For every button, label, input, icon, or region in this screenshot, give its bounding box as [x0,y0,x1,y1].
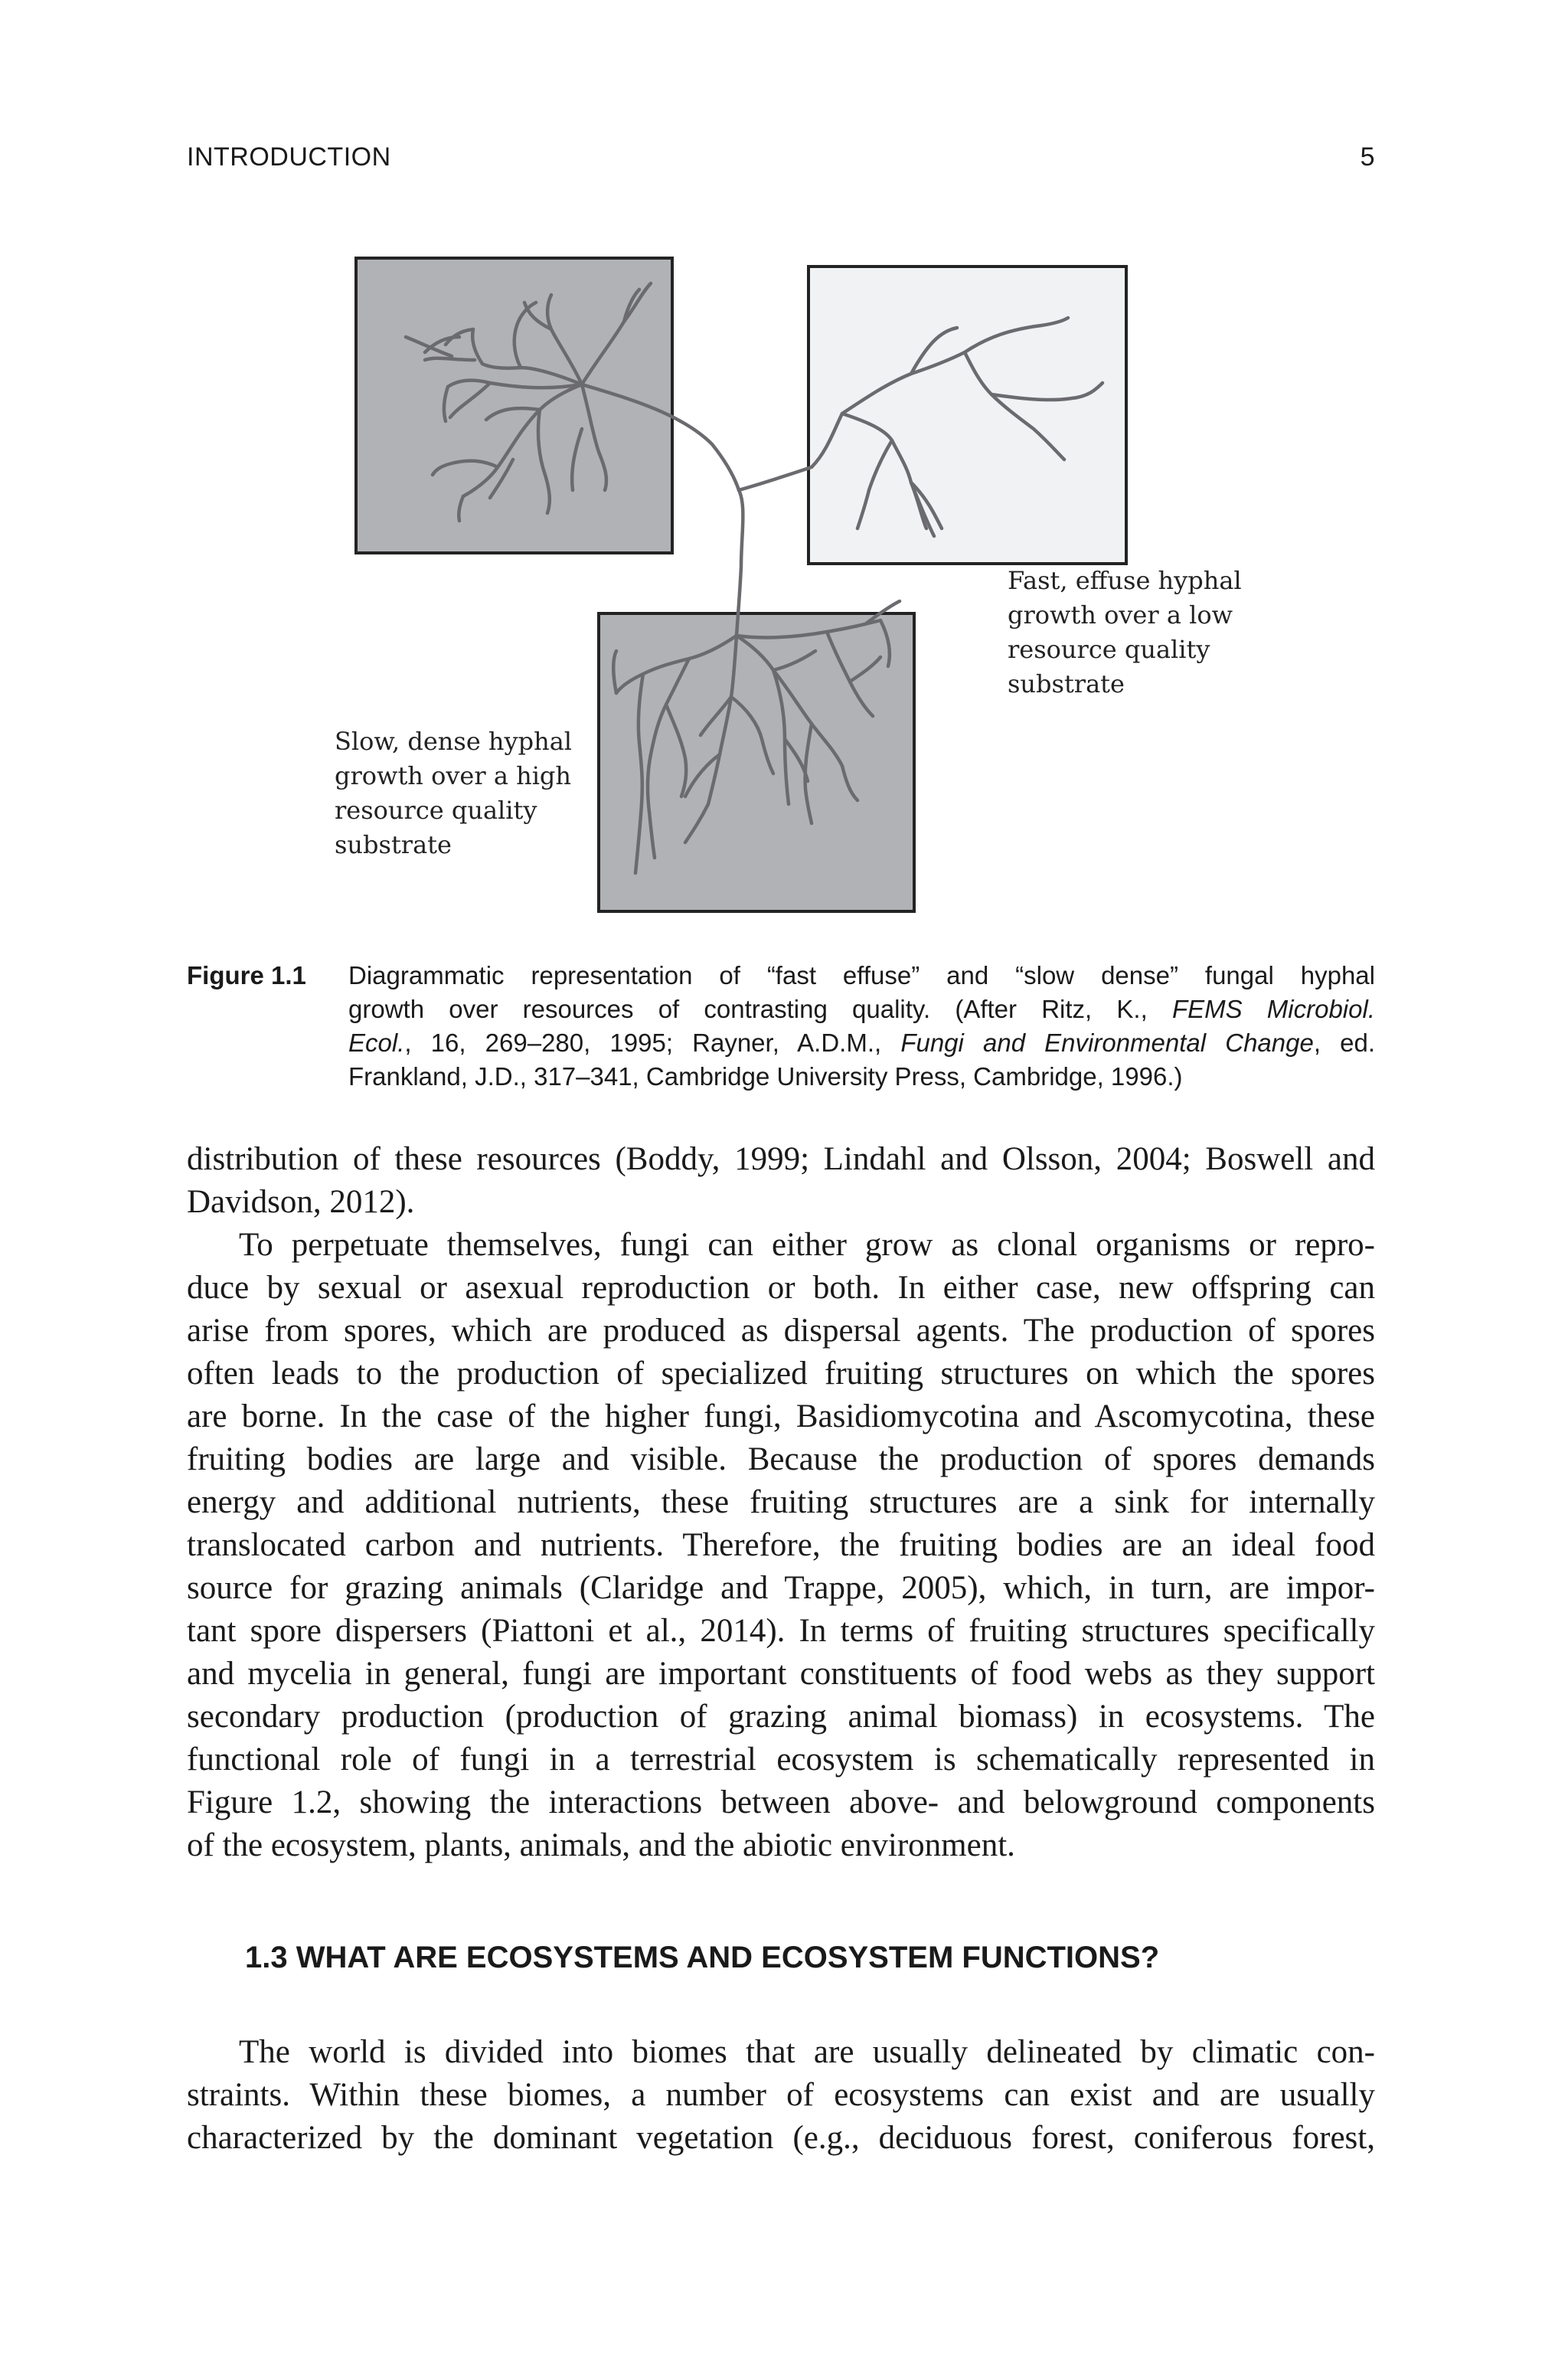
paragraph-3 [187,2031,1375,2160]
text-line: energy and additional nutrients, these fruiting structures are a sink for internally [187,1484,1375,1520]
text-line: translocated carbon and nutrients. Therefore, the fruiting bodies are an ideal food [187,1527,1375,1563]
text-line: of the ecosystem, plants, animals, and the abiotic environment. [187,1827,1015,1863]
text-line: source for grazing animals (Claridge and Trappe, 2005), which, in turn, are impor- [187,1570,1375,1606]
text-line: distribution of these resources (Boddy, 1999; Lindahl and Olsson, 2004; Boswell and [187,1141,1375,1177]
label-fast-effuse: Fast, effuse hyphal growth over a low resource quality substrate [1008,566,1242,698]
text-line: functional role of fungi in a terrestrial ecosystem is schematically represented in [187,1742,1375,1778]
dense-substrate-bottom [599,613,914,911]
text-line: straints. Within these biomes, a number of ecosystems can exist and are usually [187,2077,1375,2113]
text-line: To perpetuate themselves, fungi can either grow as clonal organisms or repro- [239,1227,1375,1263]
paragraph-1 [187,1138,1375,1224]
caption-line: Ecol., 16, 269–280, 1995; Rayner, A.D.M., Fungi and Environmental Change, ed. [348,1029,1376,1057]
text-line: Figure 1.2, showing the interactions between above- and belowground components [187,1784,1375,1820]
section-heading: 1.3 WHAT ARE ECOSYSTEMS AND ECOSYSTEM FUNCTIONS? [245,1941,1160,1974]
text-line: duce by sexual or asexual reproduction or both. In either case, new offspring can [187,1270,1375,1306]
text-line: and mycelia in general, fungi are important constituents of food webs as they support [187,1656,1375,1692]
text-line: characterized by the dominant vegetation (e.g., deciduous forest, coniferous forest, [187,2120,1375,2156]
text-line: The world is divided into biomes that are usually delineated by climatic con- [239,2034,1375,2070]
text-line: tant spore dispersers (Piattoni et al., 2014). In terms of fruiting structures specifically [187,1613,1375,1649]
dense-substrate-top-left [356,258,672,553]
sparse-substrate-top-right [808,267,1126,564]
caption-line: Diagrammatic representation of “fast effuse” and “slow dense” fungal hyphal [348,961,1375,989]
text-line: arise from spores, which are produced as dispersal agents. The production of spores [187,1313,1375,1349]
caption-line: growth over resources of contrasting quality. (After Ritz, K., FEMS Microbiol. [348,995,1375,1023]
text-line: secondary production (production of grazing animal biomass) in ecosystems. The [187,1699,1375,1735]
figure-diagram [0,0,1568,934]
running-title: INTRODUCTION [187,142,391,172]
text-line: Davidson, 2012). [187,1184,415,1220]
caption-line: Frankland, J.D., 317–341, Cambridge University Press, Cambridge, 1996.) [348,1062,1183,1091]
paragraph-2 [187,1224,1375,1867]
caption-label: Figure 1.1 [187,961,306,989]
text-line: often leads to the production of specialized fruiting structures on which the spores [187,1356,1375,1392]
figure-caption [187,959,1375,1094]
page-number: 5 [1360,142,1375,172]
label-slow-dense: Slow, dense hyphal growth over a high resource quality substrate [335,727,573,859]
text-line: fruiting bodies are large and visible. Because the production of spores demands [187,1441,1375,1477]
text-line: are borne. In the case of the higher fungi, Basidiomycotina and Ascomycotina, these [187,1398,1375,1434]
